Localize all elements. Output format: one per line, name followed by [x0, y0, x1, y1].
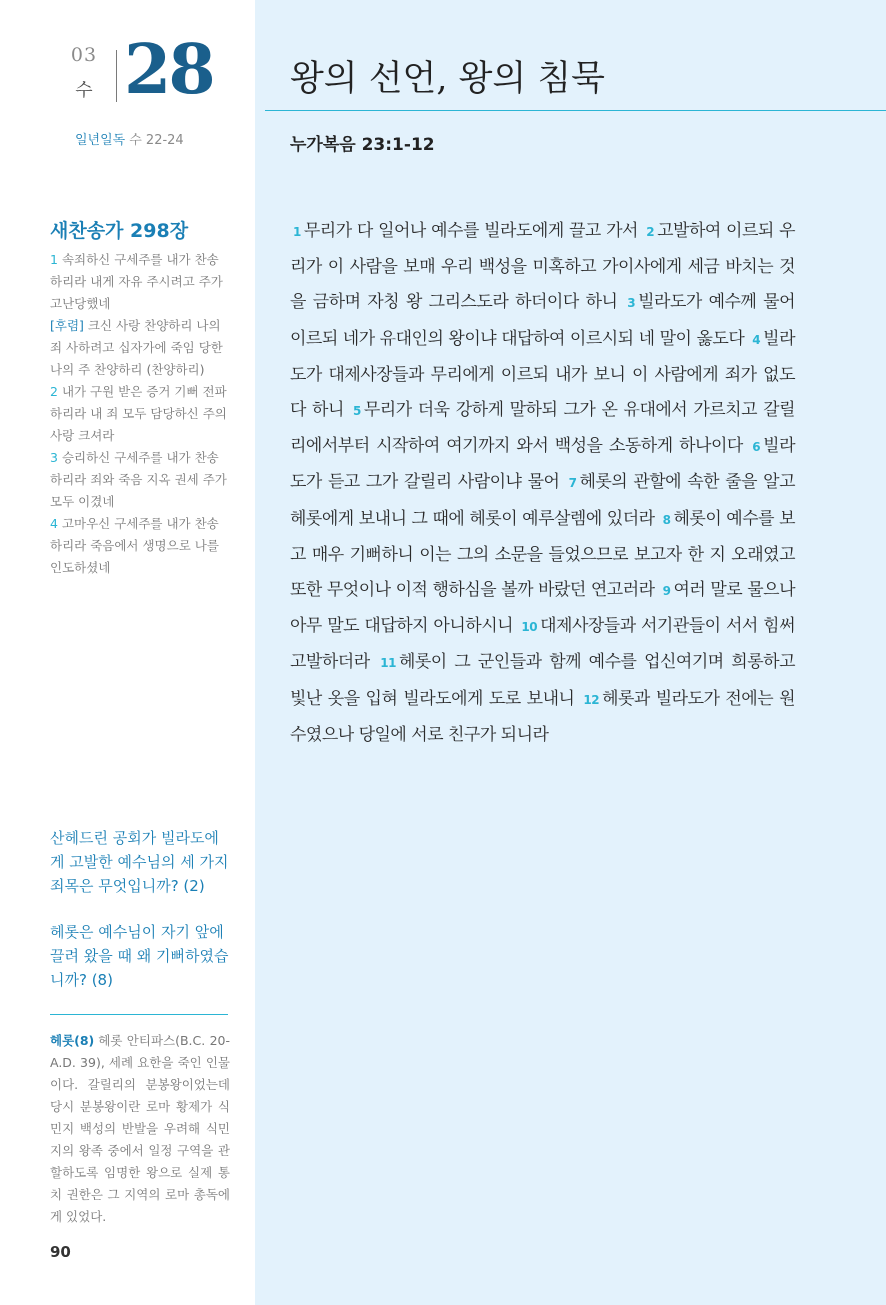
title-rule	[265, 110, 886, 111]
hymn-title: 새찬송가 298장	[50, 220, 189, 242]
hymn-lyrics	[50, 249, 230, 579]
hymn-chorus	[50, 315, 230, 381]
verse-number: 5	[353, 404, 361, 419]
hymn-chorus-label: [후렴]	[50, 318, 84, 333]
hymn-verse-text: 고마우신 구세주를 내가 찬송하리라 죽음에서 생명으로 나를 인도하셨네	[50, 516, 219, 575]
glossary-note	[50, 1030, 230, 1228]
verse-text: 빌라도가 예수께 물어 이르되 네가 유대인의 왕이냐 대답하여 이르시되 네 말이 옳도다	[290, 292, 795, 349]
verse-text: 빌라도가 대제사장들과 무리에게 이르되 내가 보니 이 사람에게 죄가 없도다 하니	[290, 328, 796, 421]
hymn-verse-text: 크신 사랑 찬양하리 나의 죄 사하려고 십자가에 죽임 당한 나의 주 찬양하리 (찬양하리)	[50, 318, 223, 377]
passage-reference: 누가복음 23:1-12	[290, 135, 435, 155]
verse-number: 2	[646, 225, 655, 239]
verse-text: 헤롯이 그 군인들과 함께 예수를 업신여기며 희롱하고 빛난 옷을 입혀 빌라도에게 도로 보내니	[290, 652, 795, 709]
verse-number: 10	[521, 620, 538, 635]
question: 산헤드린 공회가 빌라도에게 고발한 예수님의 세 가지 죄목은 무엇입니까? (2)	[50, 829, 229, 895]
verse-text: 무리가 더욱 강하게 말하되 그가 온 유대에서 가르치고 갈릴리에서부터 시작하여 여기까지 와서 백성을 소동하게 하나이다	[290, 400, 795, 457]
verse-text: 고발하여 이르되 우리가 이 사람을 보매 우리 백성을 미혹하고 가이사에게 세금 바치는 것을 금하며 자칭 왕 그리스도라 하더이다 하니	[290, 221, 795, 313]
hymn-verse-text: 속죄하신 구세주를 내가 찬송하리라 내게 자유 주시려고 주가 고난당했네	[50, 252, 223, 311]
hymn-verse-number: 4	[50, 516, 58, 531]
question: 헤롯은 예수님이 자기 앞에 끌려 왔을 때 왜 기뻐하였습니까? (8)	[50, 923, 229, 989]
hymn-verse	[50, 249, 230, 315]
reading-plan-ref: 수 22-24	[129, 133, 184, 148]
page-number: 90	[50, 1243, 71, 1261]
date-divider	[116, 50, 117, 102]
hymn-verse-text: 승리하신 구세주를 내가 찬송하리라 죄와 죽음 지옥 권세 주가 모두 이겼네	[50, 450, 227, 509]
verse-text: 대제사장들과 서기관들이 서서 힘써 고발하더라	[290, 616, 795, 673]
verse-number: 11	[380, 656, 396, 671]
verse-number: 12	[583, 692, 600, 707]
note-divider	[50, 1014, 228, 1015]
note-term: 헤롯(8)	[50, 1033, 95, 1048]
hymn-verse	[50, 447, 230, 513]
date-weekday: 수	[75, 80, 93, 101]
verse-number: 9	[662, 584, 671, 599]
verse-text: 빌라도가 듣고 그가 갈릴리 사람이냐 물어	[290, 436, 795, 493]
verse-number: 8	[662, 512, 671, 527]
sidebar	[0, 0, 255, 1305]
hymn-verse-number: 1	[50, 252, 58, 267]
verse-number: 3	[627, 296, 636, 311]
hymn-verse	[50, 381, 230, 447]
note-text: 헤롯 안티파스(B.C. 20-A.D. 39), 세례 요한을 죽인 인물이다. 갈릴리의 분봉왕이었는데 당시 분봉왕이란 로마 황제가 식민지 백성의 반발을 우려해 식민지의 왕족 중에서 일정 구역을 관할하도록 임명한 왕으로 실제 통치 권한은 그 지역의 로마 총독에게 있었다.	[50, 1033, 230, 1224]
verse-text: 무리가 다 일어나 예수를 빌라도에게 끌고 가서	[303, 221, 638, 241]
verse-number: 4	[752, 332, 761, 347]
verse-text: 여러 말로 물으나 아무 말도 대답하지 아니하시니	[290, 580, 796, 637]
verse-text: 헤롯의 관할에 속한 줄을 알고 헤롯에게 보내니 그 때에 헤롯이 예루살렘에 있더라	[290, 472, 795, 529]
date-month: 03	[70, 44, 98, 66]
verse-number: 1	[293, 225, 301, 239]
verse-text: 헤롯이 예수를 보고 매우 기뻐하니 이는 그의 소문을 들었으므로 보고자 한 지 오래였고 또한 무엇이나 이적 행하심을 볼까 바랐던 연고러라	[290, 508, 796, 601]
study-questions	[50, 826, 232, 1014]
page-title: 왕의 선언, 왕의 침묵	[290, 59, 605, 99]
hymn-verse-number: 2	[50, 384, 58, 399]
scripture-text	[290, 214, 795, 753]
reading-plan-label: 일년일독	[75, 133, 126, 148]
reading-plan	[75, 129, 184, 148]
hymn-verse-text: 내가 구원 받은 증거 기뻐 전파하리라 내 죄 모두 담당하신 주의 사랑 크셔라	[50, 384, 227, 443]
hymn-verse-number: 3	[50, 450, 58, 465]
verse-number: 6	[752, 440, 761, 455]
verse-text: 헤롯과 빌라도가 전에는 원수였으나 당일에 서로 친구가 되니라	[290, 688, 795, 745]
date-day: 28	[124, 30, 213, 110]
hymn-verse	[50, 513, 230, 579]
verse-number: 7	[568, 476, 577, 491]
